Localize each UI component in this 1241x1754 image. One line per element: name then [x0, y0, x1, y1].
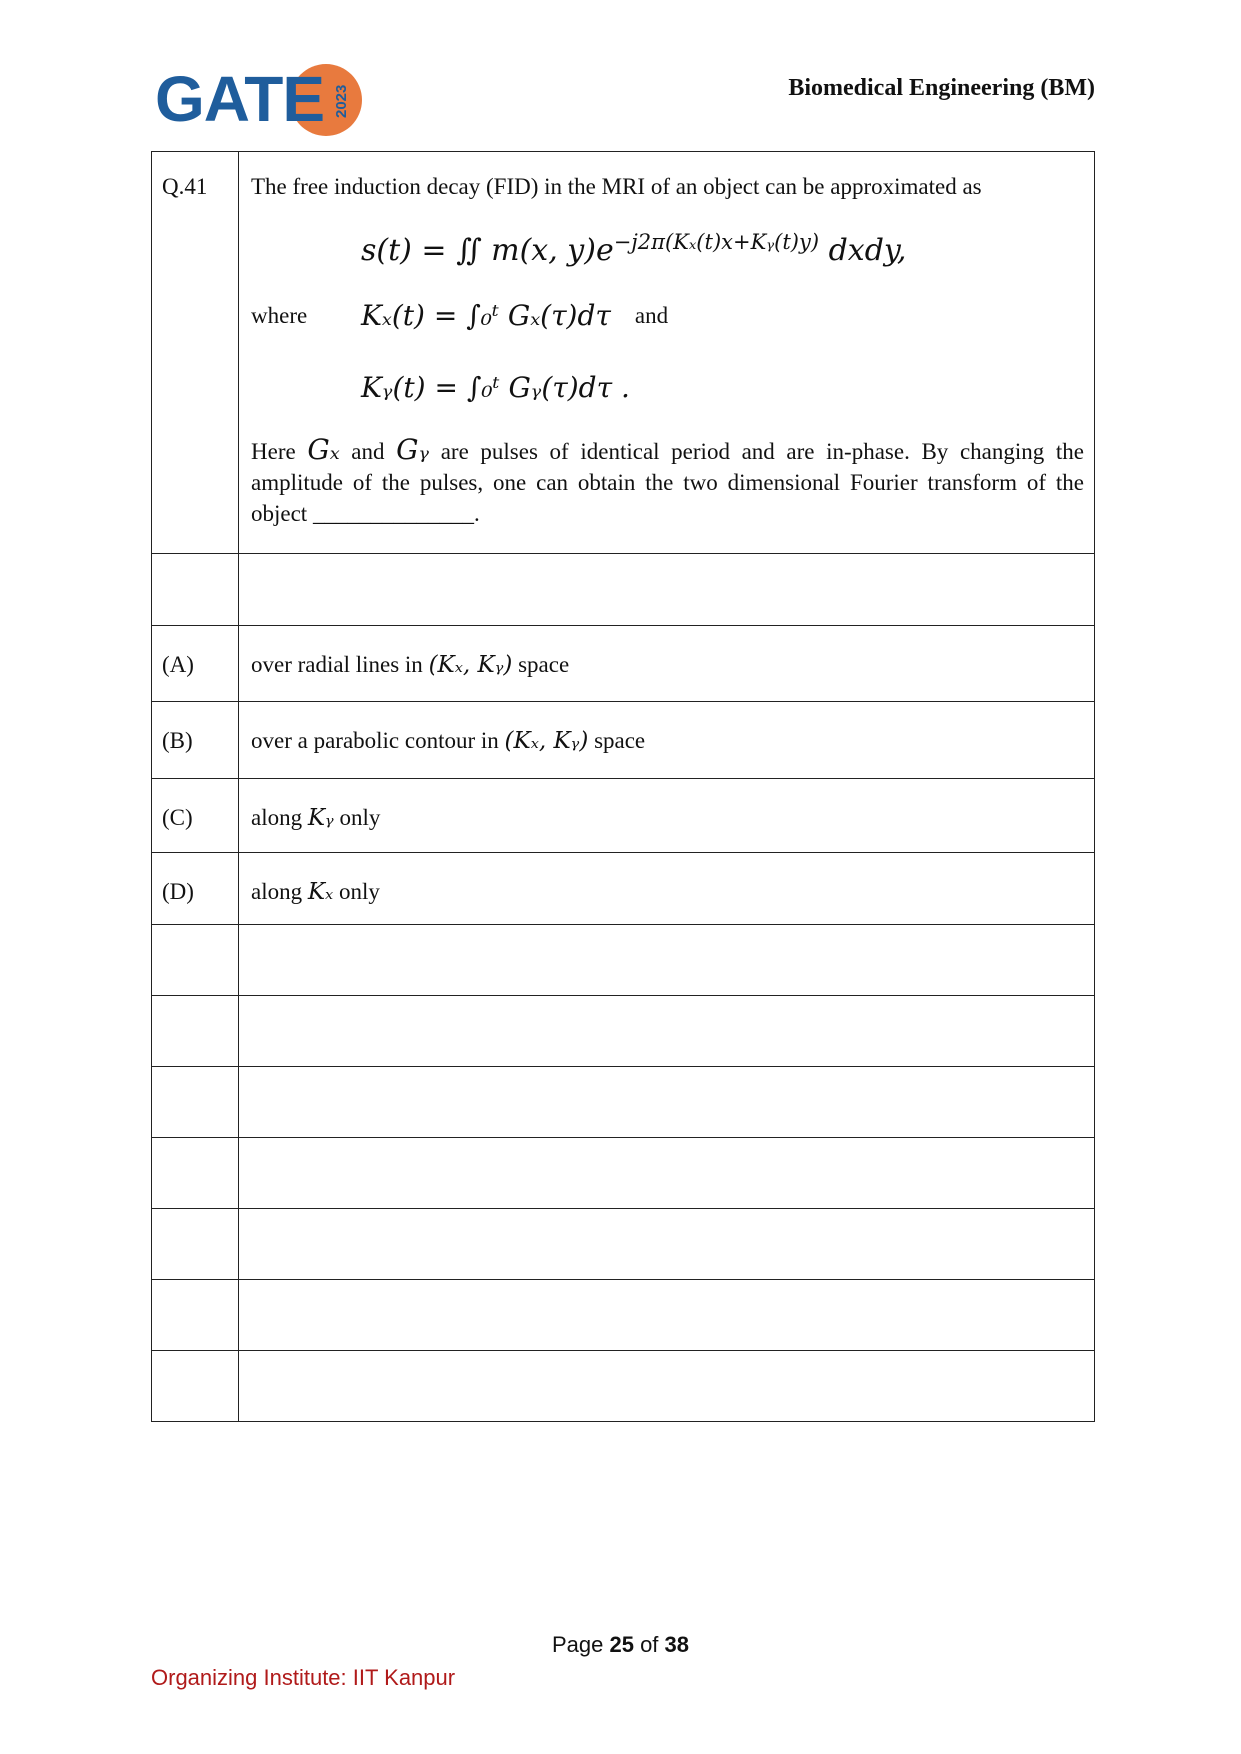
option-text-pre: over radial lines in — [251, 652, 429, 678]
option-text[interactable] — [239, 779, 1095, 853]
option-math: (Kₓ, Kᵧ) — [428, 652, 513, 679]
option-text-post: space — [512, 652, 570, 678]
para-gy: Gᵧ — [396, 433, 430, 467]
equation-fid-tail: dxdy, — [819, 233, 907, 268]
blank-row — [152, 1209, 1095, 1280]
option-row-b — [152, 702, 1095, 779]
option-row-c — [152, 779, 1095, 853]
option-text-pre: along — [251, 879, 308, 905]
blank-row — [152, 925, 1095, 996]
option-math: Kₓ — [307, 879, 334, 906]
page-prefix: Page — [551, 1632, 610, 1657]
para-and: and — [339, 439, 397, 465]
para-gx: Gₓ — [307, 433, 340, 467]
option-math: Kᵧ — [307, 805, 334, 832]
equation-kx: Kₓ(t) = ∫₀ᵗ Gₓ(τ)dτ — [361, 299, 611, 332]
option-math: (Kₓ, Kᵧ) — [504, 728, 589, 755]
logo-year: 2023 — [333, 84, 350, 118]
option-text-post: space — [588, 728, 646, 754]
para-here: Here — [251, 439, 308, 465]
question-table — [151, 151, 1095, 1422]
equation-fid-exponent: −j2π(Kₓ(t)x+Kᵧ(t)y) — [613, 230, 820, 254]
question-body — [239, 152, 1095, 554]
page-total: 38 — [664, 1632, 690, 1657]
option-text[interactable] — [239, 626, 1095, 702]
blank-row — [152, 1067, 1095, 1138]
blank-row — [152, 1138, 1095, 1209]
option-row-d — [152, 853, 1095, 925]
option-label: (A) — [152, 626, 239, 702]
option-text[interactable] — [239, 702, 1095, 779]
option-text-pre: along — [251, 805, 308, 831]
paper-title: Biomedical Engineering (BM) — [788, 75, 1095, 101]
spacer-row — [152, 554, 1095, 626]
option-text-post: only — [333, 879, 380, 905]
question-intro: The free induction decay (FID) in the MRI of an object can be approximated as — [251, 174, 982, 199]
gate-logo — [155, 60, 355, 140]
question-row — [152, 152, 1095, 554]
option-text-post: only — [333, 805, 381, 831]
para-rest: are pulses of identical period and are in-phase. By changing the amplitude of the pulses, one can obtain the two dimensional Fourier transform of the object ______________. — [251, 439, 1084, 527]
option-text-pre: over a parabolic contour in — [251, 728, 505, 754]
page-number — [0, 1632, 1241, 1658]
option-row-a — [152, 626, 1095, 702]
equation-fid-base: s(t) = ∬ m(x, y)e — [361, 233, 614, 268]
where-label: where — [251, 303, 308, 328]
option-label: (D) — [152, 853, 239, 925]
question-number: Q.41 — [152, 152, 239, 554]
and-label: and — [634, 303, 669, 328]
option-text[interactable] — [239, 853, 1095, 925]
page-of: of — [633, 1632, 665, 1657]
equation-fid — [251, 230, 1084, 269]
blank-row — [152, 1280, 1095, 1351]
question-paragraph — [251, 434, 1084, 553]
equation-ky: Kᵧ(t) = ∫₀ᵗ Gᵧ(τ)dτ . — [361, 370, 630, 404]
blank-row — [152, 1351, 1095, 1422]
organizing-institute: Organizing Institute: IIT Kanpur — [151, 1665, 456, 1690]
blank-row — [152, 996, 1095, 1067]
equation-kx-row — [251, 299, 1084, 333]
option-label: (C) — [152, 779, 239, 853]
option-label: (B) — [152, 702, 239, 779]
logo-text: GATE — [155, 63, 325, 135]
page-current: 25 — [609, 1632, 634, 1657]
